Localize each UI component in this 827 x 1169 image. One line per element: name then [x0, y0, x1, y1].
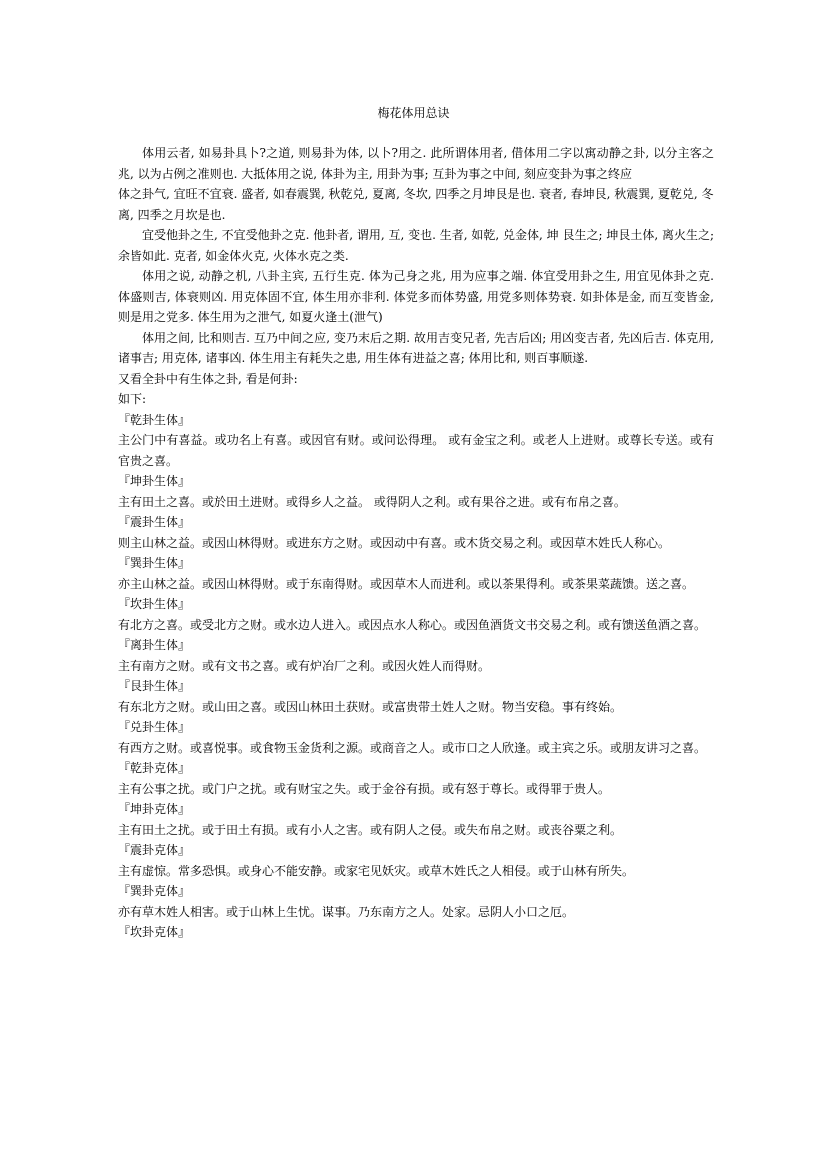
lead-line: 又看全卦中有生体之卦, 看是何卦: [118, 371, 298, 386]
section-heading: 『巽卦克体』 [118, 884, 191, 898]
section-heading: 『震卦生体』 [118, 515, 191, 529]
section-text: 主有田土之喜。或於田土进财。或得乡人之益。 或得阴人之利。或有果谷之进。或有布帛之喜。 [118, 494, 626, 509]
document-title: 梅花体用总诀 [377, 106, 450, 120]
section-heading: 『离卦生体』 [118, 638, 191, 652]
section-heading: 『艮卦生体』 [118, 679, 191, 693]
section-heading: 『乾卦生体』 [118, 412, 191, 427]
section-text: 亦有草木姓人相害。或于山林上生忧。谋事。乃东南方之人。处家。忌阴人小口之厄。 [118, 904, 575, 919]
section-text: 主有虚惊。常多恐惧。或身心不能安静。或家宅见妖灾。或草木姓氏之人相侵。或于山林有所失。 [118, 863, 635, 878]
section-heading: 『震卦克体』 [118, 843, 191, 857]
section-heading: 『兑卦生体』 [118, 720, 191, 734]
section-text: 主公门中有喜益。或功名上有喜。或因官有财。或问讼得理。 或有金宝之利。或老人上进财。或尊长专送。或有官贵之喜。 [118, 433, 714, 468]
paragraph: 体之卦气, 宜旺不宜衰. 盛者, 如春震巽, 秋乾兑, 夏离, 冬坎, 四季之月坤艮是也. 衰者, 春坤艮, 秋震巽, 夏乾兑, 冬离, 四季之月坎是也. [118, 187, 714, 222]
section-heading: 『坤卦生体』 [118, 474, 191, 488]
paragraph: 体用云者, 如易卦具卜?之道, 则易卦为体, 以卜?用之. 此所谓体用者, 借体用二字以寓动静之卦, 以分主客之兆, 以为占例之准则也. 大抵体用之说, 体卦为主, 用卦为事; 互卦为事之中间, 刻应变卦为事之终应 [118, 146, 714, 181]
section-heading: 『巽卦生体』 [118, 556, 191, 570]
section-text: 主有公事之扰。或门户之扰。或有财宝之失。或于金谷有损。或有怒于尊长。或得罪于贵人。 [118, 781, 611, 796]
section-text: 则主山林之益。或因山林得财。或进东方之财。或因动中有喜。或木货交易之利。或因草木姓氏人称心。 [118, 535, 671, 550]
section-heading: 『坤卦克体』 [118, 802, 191, 816]
paragraph: 体用之间, 比和则吉. 互乃中间之应, 变乃末后之期. 故用吉变兄者, 先吉后凶; 用凶变吉者, 先凶后吉. 体克用, 诸事吉; 用克体, 诸事凶. 体生用主有耗失之患, 用生体有进益之喜; 体用比和, 则百事顺遂. [118, 330, 714, 365]
section-text: 有北方之喜。或受北方之财。或水边人进入。或因点水人称心。或因鱼酒货文书交易之利。或有馈送鱼酒之喜。 [118, 617, 707, 632]
section-text: 主有南方之财。或有文书之喜。或有炉冶厂之利。或因火姓人而得财。 [118, 658, 491, 673]
section-heading: 『坎卦生体』 [118, 597, 191, 611]
paragraph: 宜受他卦之生, 不宜受他卦之克. 他卦者, 谓用, 互, 变也. 生者, 如乾, 兑金体, 坤 艮生之; 坤艮土体, 离火生之; 余皆如此. 克者, 如金体火克, 火体水克之类. [118, 228, 715, 263]
section-text: 有西方之财。或喜悦事。或食物玉金货利之源。或商音之人。或市口之人欣逢。或主宾之乐。或朋友讲习之喜。 [118, 740, 707, 755]
section-text: 主有田土之扰。或于田土有损。或有小人之害。或有阴人之侵。或失布帛之财。或丧谷粟之利。 [118, 822, 623, 837]
section-text: 有东北方之财。或山田之喜。或因山林田土获财。或富贵带土姓人之财。物当安稳。事有终始。 [118, 699, 623, 714]
lead-line: 如下: [118, 392, 147, 406]
paragraph: 体用之说, 动静之机, 八卦主宾, 五行生克. 体为己身之兆, 用为应事之端. 体宜受用卦之生, 用宜见体卦之克. 体盛则吉, 体衰则凶. 用克体固不宜, 体生用亦非利. 体党多而体势盛, 用党多则体势衰. 如卦体是金, 而互变皆金, 则是用之党多. 体生用为之泄气, 如夏火逢土(泄气) [118, 269, 714, 324]
section-heading: 『乾卦克体』 [118, 761, 191, 775]
section-heading: 『坎卦克体』 [118, 925, 191, 939]
document-body [118, 143, 714, 943]
section-text: 亦主山林之益。或因山林得财。或于东南得财。或因草木人而进利。或以茶果得利。或茶果菜蔬馈。送之喜。 [118, 576, 695, 591]
